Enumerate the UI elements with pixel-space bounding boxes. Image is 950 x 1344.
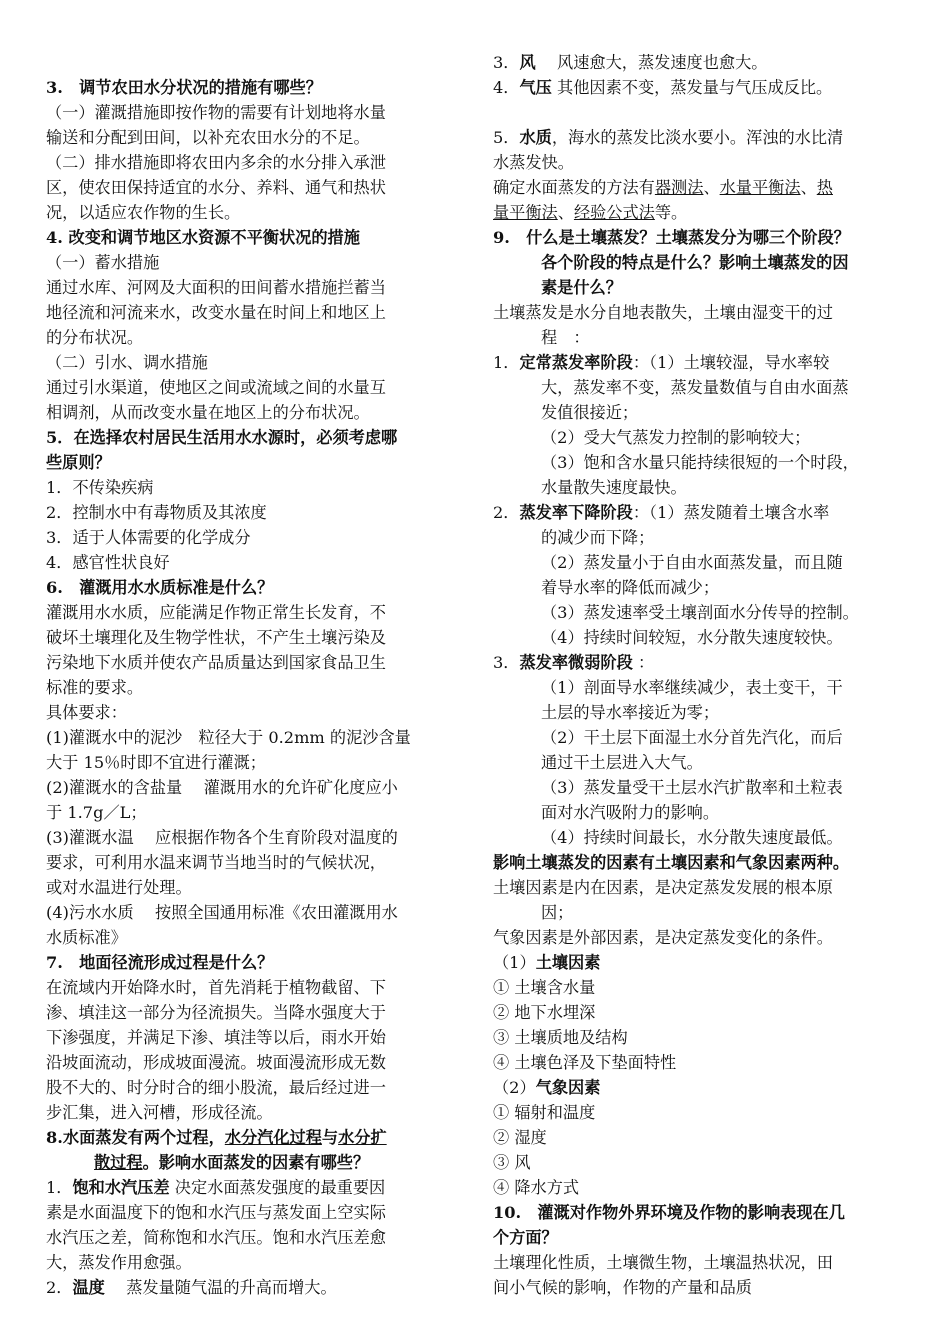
text-run: （4）持续时间较短，水分散失速度较快。 <box>541 628 843 647</box>
text-line <box>493 301 833 325</box>
text-run: 间小气候的影响，作物的产量和品质 <box>493 1278 752 1297</box>
text-line <box>46 501 267 525</box>
text-run: 标准的要求。 <box>46 678 144 697</box>
text-run: 定常蒸发率阶段 <box>519 353 633 372</box>
text-run: 各个阶段的特点是什么？影响土壤蒸发的因 <box>541 253 849 272</box>
text-run: (2)灌溉水的含盐量 灌溉用水的允许矿化度应小 <box>46 778 398 797</box>
text-line <box>493 1201 845 1225</box>
text-line <box>493 1001 595 1025</box>
text-line <box>493 976 595 1000</box>
text-line <box>493 1026 628 1050</box>
text-run: 1．不传染疾病 <box>46 478 154 497</box>
text-line <box>46 476 153 500</box>
text-run: 的减少而下降； <box>541 528 655 547</box>
text-run: 破坏土壤理化及生物学性状，不产生土壤污染及 <box>46 628 386 647</box>
text-run: （2） <box>493 1078 536 1097</box>
text-line <box>46 601 386 625</box>
text-run: 水蒸发快。 <box>493 153 574 172</box>
text-line <box>493 1226 558 1250</box>
text-run: 大，蒸发率不变，蒸发量数值与自由水面蒸 <box>541 378 849 397</box>
text-run: 于 1.7g／L； <box>46 803 147 822</box>
text-run: 土层的导水率接近为零； <box>541 703 720 722</box>
text-run: 其他因素不变，蒸发量与气压成反比。 <box>551 78 833 97</box>
text-line <box>493 1151 531 1175</box>
text-run: 具体要求： <box>46 703 127 722</box>
text-run: 量平衡法 <box>493 203 558 222</box>
text-run: 水分汽化过程 <box>224 1128 322 1147</box>
text-run: 蒸发率微弱阶段 <box>519 653 633 672</box>
text-run: 水量散失速度最快。 <box>541 478 687 497</box>
text-run: 4. 改变和调节地区水资源不平衡状况的措施 <box>46 228 360 247</box>
text-line <box>46 851 386 875</box>
text-line <box>493 226 850 250</box>
text-run: 土壤因素 <box>535 953 601 972</box>
text-run: 输送和分配到田间，以补充农田水分的不足。 <box>46 128 370 147</box>
text-run: 水质标准》 <box>46 928 127 947</box>
text-run: 的分布状况。 <box>46 328 144 347</box>
text-line <box>541 626 843 650</box>
text-run: 5． <box>493 128 520 147</box>
text-run: （1） <box>493 953 536 972</box>
text-line <box>541 426 810 450</box>
text-run: 因； <box>541 903 574 922</box>
text-line <box>46 151 386 175</box>
text-run: 5．在选择农村居民生活用水水源时，必须考虑哪 <box>46 428 398 447</box>
text-line <box>46 1276 337 1300</box>
text-line <box>46 301 386 325</box>
text-run: 地径流和河流来水，改变水量在时间上和地区上 <box>46 303 386 322</box>
text-run: 蒸发率下降阶段 <box>519 503 633 522</box>
text-run: 确定水面蒸发的方法有 <box>493 178 655 197</box>
text-line <box>46 276 386 300</box>
text-run: 着导水率的降低而减少； <box>541 578 720 597</box>
text-line <box>493 926 833 950</box>
text-line <box>46 1176 385 1200</box>
text-line <box>493 951 600 975</box>
text-line <box>46 1101 273 1125</box>
text-line <box>493 1176 579 1200</box>
text-line <box>46 801 147 825</box>
text-run: 2． <box>46 1278 73 1297</box>
text-run: 2．控制水中有毒物质及其浓度 <box>46 503 267 522</box>
text-run: 通过水库、河网及大面积的田间蓄水措施拦蓄当 <box>46 278 386 297</box>
text-run: ： <box>632 653 655 672</box>
text-line <box>493 201 687 225</box>
text-line <box>541 276 622 300</box>
text-line <box>493 851 849 875</box>
text-run: 水量平衡法 <box>719 178 801 197</box>
text-run: （3）蒸发量受干土层水汽扩散率和土粒表 <box>541 778 843 797</box>
text-line <box>493 76 832 100</box>
text-run: 与 <box>321 1128 339 1147</box>
text-run: 个方面？ <box>493 1228 558 1247</box>
text-line <box>493 1276 752 1300</box>
text-run: （2）受大气蒸发力控制的影响较大； <box>541 428 811 447</box>
text-line <box>46 1126 387 1150</box>
text-line <box>46 701 127 725</box>
text-line <box>46 176 386 200</box>
text-line <box>46 451 111 475</box>
text-line <box>46 76 322 100</box>
text-run: ，海水的蒸发比淡水要小。浑浊的水比清 <box>551 128 844 147</box>
text-run: 渗、填洼这一部分为径流损失。当降水强度大于 <box>46 1003 386 1022</box>
text-run: （1）剖面导水率继续减少，表土变干，干 <box>541 678 843 697</box>
text-line <box>493 1051 676 1075</box>
text-run: 土壤理化性质，土壤微生物，土壤温热状况，田 <box>493 1253 833 1272</box>
text-line <box>541 376 849 400</box>
text-run: 3．适于人体需要的化学成分 <box>46 528 251 547</box>
text-line <box>46 951 273 975</box>
text-line <box>46 201 240 225</box>
text-run: 饱和水汽压差 <box>72 1178 170 1197</box>
text-run: （二）引水、调水措施 <box>46 353 208 372</box>
text-run: 6. 灌溉用水水质标准是什么？ <box>46 578 274 597</box>
text-line <box>46 351 208 375</box>
text-run: ① 土壤含水量 <box>493 978 596 997</box>
text-line <box>46 401 370 425</box>
text-run: 区，使农田保持适宜的水分、养料、通气和热状 <box>46 178 386 197</box>
text-line <box>46 1201 386 1225</box>
text-line <box>46 901 398 925</box>
text-line <box>541 751 703 775</box>
text-run: 散过程 <box>94 1153 143 1172</box>
text-run: ：（1）土壤较湿，导水率较 <box>632 353 830 372</box>
text-run: 素是水面温度下的饱和水汽压与蒸发面上空实际 <box>46 1203 386 1222</box>
text-run: 些原则？ <box>46 453 111 472</box>
text-run: (4)污水水质 按照全国通用标准《农田灌溉用水 <box>46 903 398 922</box>
text-run: 3． <box>493 653 520 672</box>
text-line <box>541 726 843 750</box>
text-run: 。影响水面蒸发的因素有哪些？ <box>142 1153 370 1172</box>
text-run: 大，蒸发作用愈强。 <box>46 1253 192 1272</box>
text-run: （3）饱和含水量只能持续很短的一个时段， <box>541 453 859 472</box>
text-run: 大于 15％时即不宜进行灌溉； <box>46 753 266 772</box>
text-line <box>46 1051 386 1075</box>
text-run: ④ 降水方式 <box>493 1178 580 1197</box>
text-run: 土壤蒸发是水分自地表散失，土壤由湿变干的过 <box>493 303 833 322</box>
text-run: 4． <box>493 78 520 97</box>
text-run: 影响土壤蒸发的因素有土壤因素和气象因素两种。 <box>493 853 850 872</box>
text-line <box>46 976 386 1000</box>
text-line <box>46 551 170 575</box>
text-run: （3）蒸发速率受土壤剖面水分传导的控制。 <box>541 603 859 622</box>
text-line <box>46 876 192 900</box>
text-run: 经验公式法 <box>573 203 655 222</box>
text-run: ③ 风 <box>493 1153 531 1172</box>
text-run: 风速愈大，蒸发速度也愈大。 <box>535 53 768 72</box>
text-line <box>541 451 859 475</box>
text-run: （一）灌溉措施即按作物的需要有计划地将水量 <box>46 103 386 122</box>
text-run: 7. 地面径流形成过程是什么？ <box>46 953 274 972</box>
text-run: 相调剂，从而改变水量在地区上的分布状况。 <box>46 403 370 422</box>
text-line <box>46 776 398 800</box>
text-line <box>46 926 127 950</box>
text-line <box>493 176 833 200</box>
text-run: 水质 <box>519 128 552 147</box>
text-run: 土壤因素是内在因素，是决定蒸发发展的根本原 <box>493 878 833 897</box>
text-run: 下渗强度，并满足下渗、填洼等以后，雨水开始 <box>46 1028 386 1047</box>
text-run: 蒸发量随气温的升高而增大。 <box>104 1278 337 1297</box>
text-line <box>46 626 386 650</box>
text-line <box>493 151 574 175</box>
text-line <box>46 526 251 550</box>
text-line <box>541 401 638 425</box>
text-line <box>46 826 398 850</box>
text-line <box>493 1126 547 1150</box>
text-run: 1． <box>493 353 520 372</box>
text-line <box>46 576 273 600</box>
text-line <box>541 576 719 600</box>
text-run: 温度 <box>72 1278 105 1297</box>
text-line <box>493 1251 833 1275</box>
text-line <box>493 51 767 75</box>
text-line <box>46 676 143 700</box>
text-run: 、 <box>703 178 720 197</box>
text-line <box>46 1001 386 1025</box>
text-run: （一）蓄水措施 <box>46 253 160 272</box>
text-line <box>541 776 843 800</box>
text-run: (1)灌溉水中的泥沙 粒径大于 0.2mm 的泥沙含量 <box>46 728 411 747</box>
text-run: 3. 调节农田水分状况的措施有哪些？ <box>46 78 322 97</box>
text-line <box>541 601 859 625</box>
text-line <box>493 126 843 150</box>
text-line <box>541 676 843 700</box>
text-run: 器测法 <box>654 178 704 197</box>
text-line <box>541 826 843 850</box>
text-run: 沿坡面流动，形成坡面漫流。坡面漫流形成无数 <box>46 1053 386 1072</box>
text-run: 或对水温进行处理。 <box>46 878 192 897</box>
text-line <box>46 226 360 250</box>
text-run: 程 ： <box>541 328 590 347</box>
text-run: 步汇集，进入河槽，形成径流。 <box>46 1103 273 1122</box>
text-run: 灌溉用水水质，应能满足作物正常生长发育，不 <box>46 603 386 622</box>
text-run: 通过引水渠道，使地区之间或流域之间的水量互 <box>46 378 386 397</box>
text-run: （2）蒸发量小于自由水面蒸发量，而且随 <box>541 553 843 572</box>
text-line <box>493 351 829 375</box>
text-line <box>46 1026 386 1050</box>
text-line <box>541 701 719 725</box>
text-run: 、 <box>557 203 574 222</box>
text-run: 况，以适应农作物的生长。 <box>46 203 241 222</box>
text-run: 2． <box>493 503 520 522</box>
text-line <box>541 551 843 575</box>
text-line <box>541 526 654 550</box>
text-run: 面对水汽吸附力的影响。 <box>541 803 720 822</box>
text-run: 要求，可利用水温来调节当地当时的气候状况， <box>46 853 386 872</box>
text-run: 10. 灌溉对作物外界环境及作物的影响表现在几 <box>493 1203 845 1222</box>
text-run: 水汽压之差，简称饱和水汽压。饱和水汽压差愈 <box>46 1228 386 1247</box>
text-run: (3)灌溉水温 应根据作物各个生育阶段对温度的 <box>46 828 398 847</box>
text-line <box>541 801 719 825</box>
text-line <box>493 501 829 525</box>
text-run: 水分扩 <box>338 1128 387 1147</box>
text-line <box>46 651 386 675</box>
text-line <box>46 326 143 350</box>
text-line <box>541 251 849 275</box>
text-run: 风 <box>519 53 536 72</box>
text-run: 等。 <box>654 203 688 222</box>
text-line <box>46 426 397 450</box>
text-run: 发值很接近； <box>541 403 639 422</box>
text-line <box>493 876 833 900</box>
text-run: 决定水面蒸发强度的最重要因 <box>169 1178 386 1197</box>
text-line <box>46 1251 192 1275</box>
text-run: 通过干土层进入大气。 <box>541 753 703 772</box>
text-line <box>46 1076 386 1100</box>
text-run: 气象因素是外部因素，是决定蒸发变化的条件。 <box>493 928 833 947</box>
text-line <box>94 1151 369 1175</box>
text-run: 3． <box>493 53 520 72</box>
text-run: ④ 土壤色泽及下垫面特性 <box>493 1053 677 1072</box>
text-run: ② 湿度 <box>493 1128 547 1147</box>
text-line <box>541 326 590 350</box>
text-run: 素是什么？ <box>541 278 622 297</box>
text-run: 4．感官性状良好 <box>46 553 170 572</box>
text-run: ② 地下水埋深 <box>493 1003 596 1022</box>
text-run: ③ 土壤质地及结构 <box>493 1028 628 1047</box>
text-run: ：（1）蒸发随着土壤含水率 <box>632 503 830 522</box>
text-line <box>493 1076 600 1100</box>
text-run: 8.水面蒸发有两个过程， <box>46 1128 225 1147</box>
text-line <box>46 126 370 150</box>
text-line <box>493 651 654 675</box>
text-run: 9. 什么是土壤蒸发？土壤蒸发分为哪三个阶段？ <box>493 228 850 247</box>
text-line <box>46 251 159 275</box>
text-run: 1． <box>46 1178 73 1197</box>
text-run: 污染地下水质并使农产品质量达到国家食品卫生 <box>46 653 386 672</box>
text-run: 在流域内开始降水时，首先消耗于植物截留、下 <box>46 978 386 997</box>
text-run: ① 辐射和温度 <box>493 1103 596 1122</box>
text-line <box>46 376 386 400</box>
text-run: （二）排水措施即将农田内多余的水分排入承泄 <box>46 153 386 172</box>
text-line <box>493 1101 595 1125</box>
text-run: （2）干土层下面湿土水分首先汽化，而后 <box>541 728 843 747</box>
text-run: 气压 <box>519 78 552 97</box>
text-run: 热 <box>816 178 833 197</box>
text-line <box>541 476 687 500</box>
text-line <box>46 726 411 750</box>
text-line <box>46 101 386 125</box>
text-run: 气象因素 <box>535 1078 601 1097</box>
text-line <box>46 1226 386 1250</box>
text-line <box>46 751 266 775</box>
text-run: 、 <box>800 178 817 197</box>
text-line <box>541 901 573 925</box>
text-run: 股不大的、时分时合的细小股流，最后经过进一 <box>46 1078 386 1097</box>
text-run: （4）持续时间最长，水分散失速度最低。 <box>541 828 843 847</box>
